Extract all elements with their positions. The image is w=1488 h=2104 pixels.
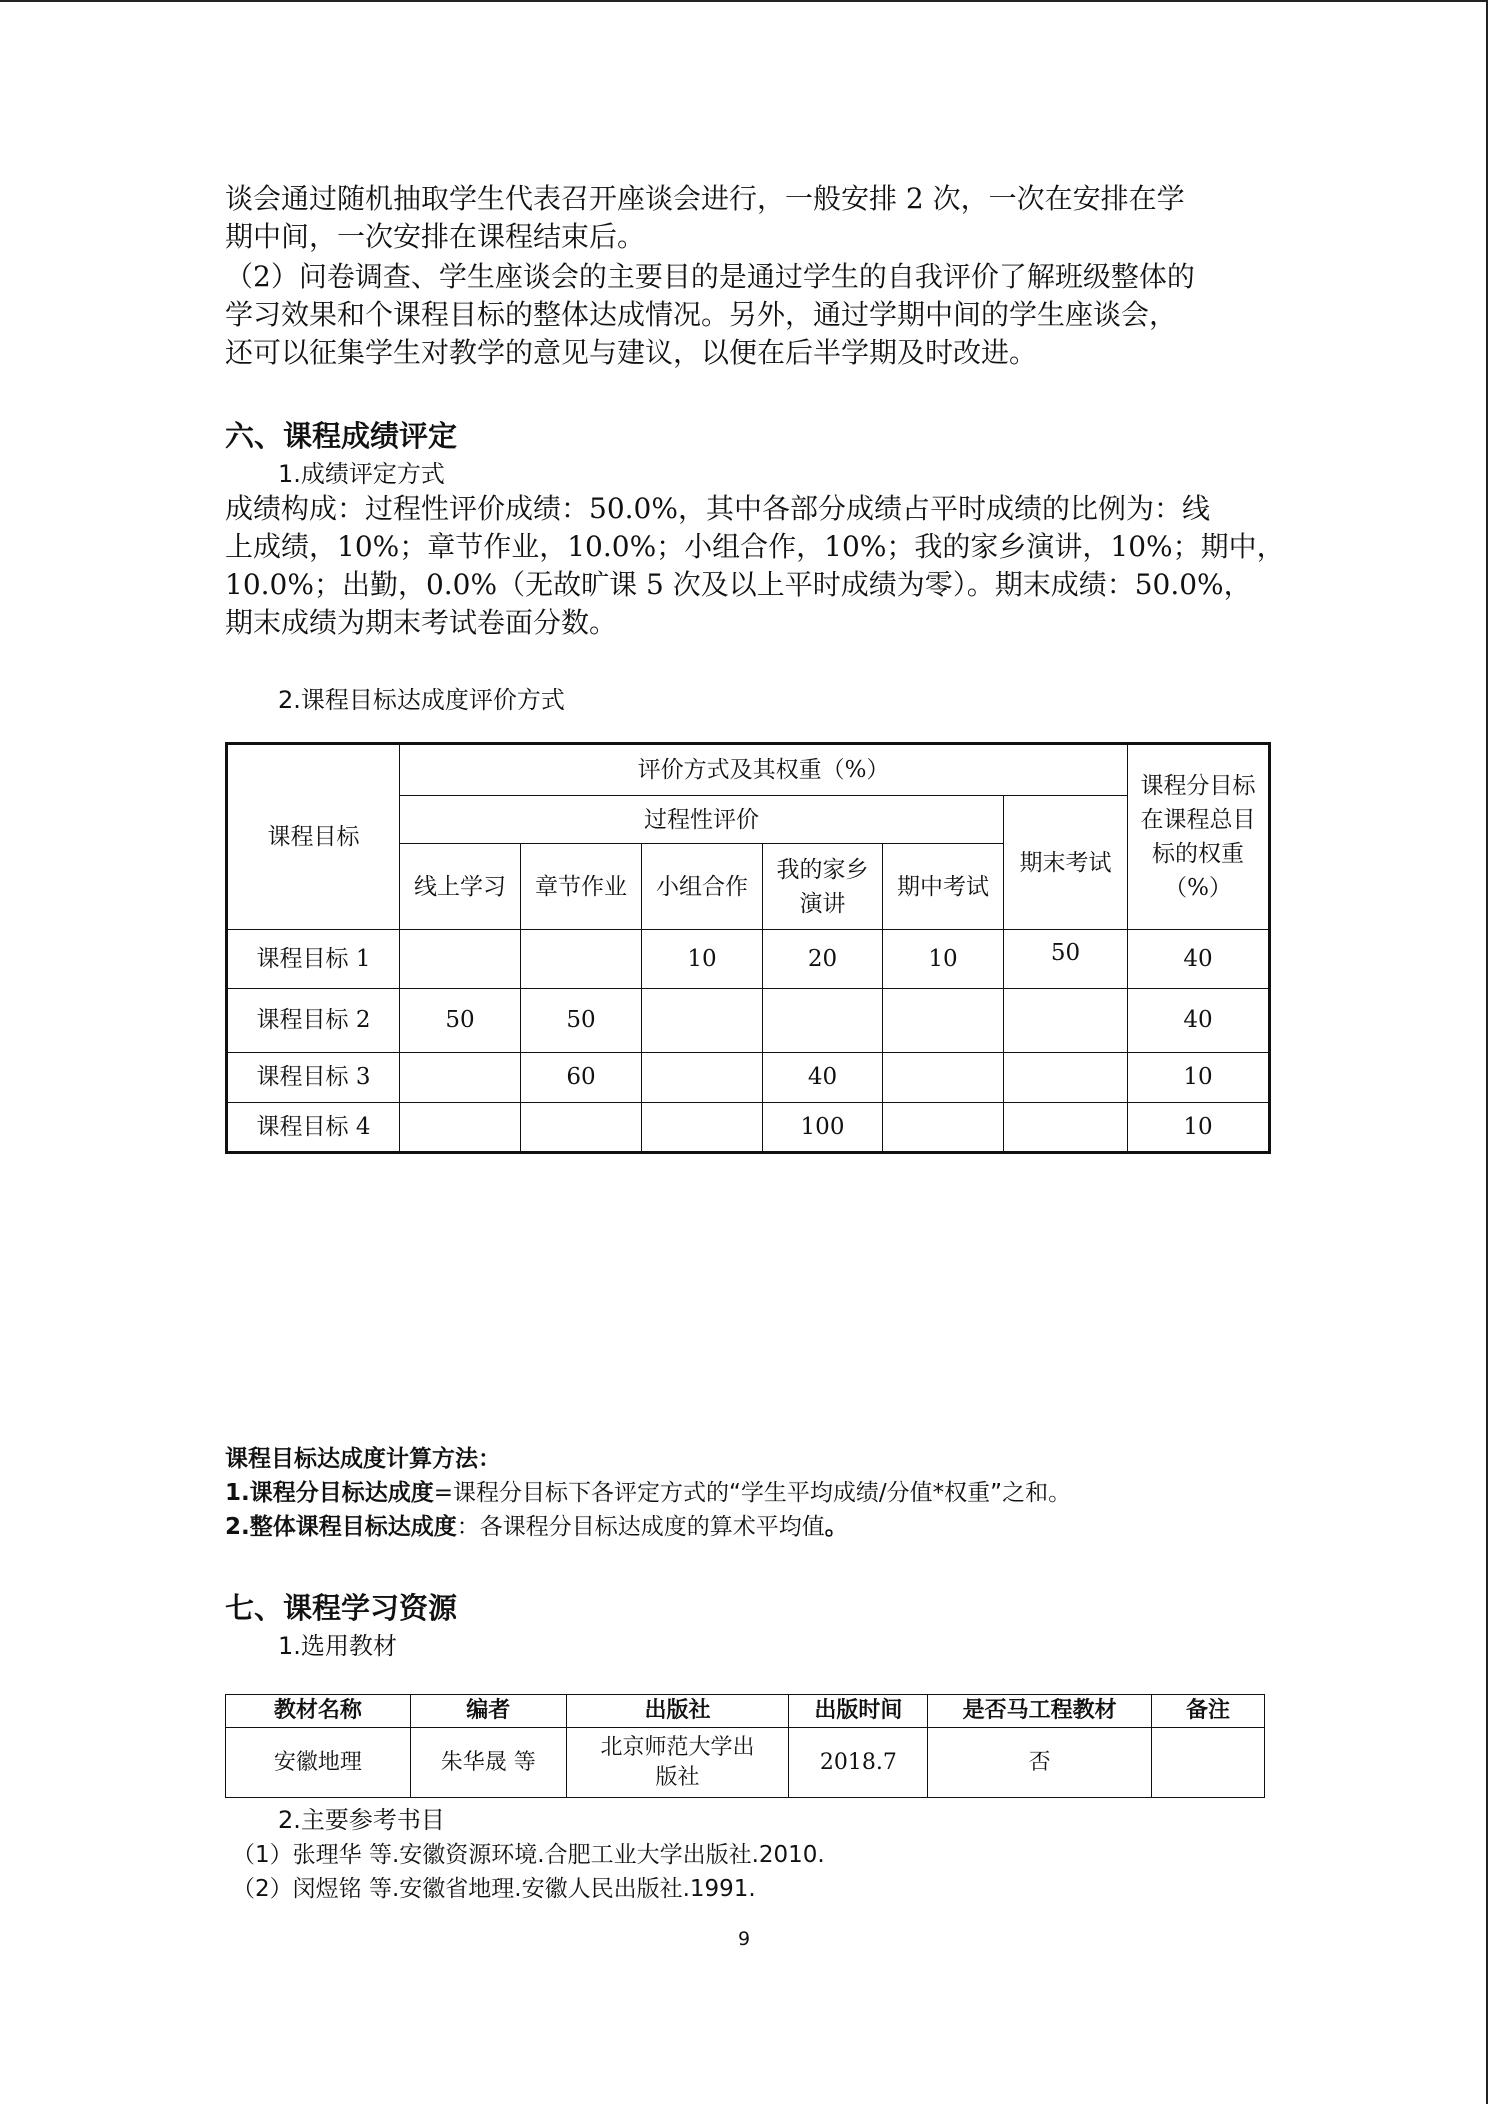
section-6-sub-1: 1.成绩评定方式 <box>278 460 445 488</box>
header-online: 线上学习 <box>400 844 521 930</box>
header-final-exam: 期末考试 <box>1004 796 1128 930</box>
table-row <box>227 988 1270 1052</box>
reference-1: （1）张理华 等.安徽资源环境.合肥工业大学出版社.2010. <box>232 1842 825 1868</box>
header-book-name: 教材名称 <box>226 1695 411 1728</box>
midterm-cell: 10 <box>883 930 1004 988</box>
calc-line-1-bold: 1.课程分目标达成度 <box>225 1480 434 1506</box>
weight-cell: 10 <box>1128 1052 1270 1102</box>
calc-line-2 <box>225 1508 848 1546</box>
header-weight-line-2: 在课程总目 <box>1140 807 1256 834</box>
note-cell <box>1152 1728 1265 1798</box>
midterm-cell <box>883 1102 1004 1152</box>
group-cell <box>642 988 763 1052</box>
header-weight-line-1: 课程分目标 <box>1140 773 1256 800</box>
section-7-title: 七、课程学习资源 <box>225 1591 458 1625</box>
page-top-border <box>0 0 1488 2</box>
header-chapter: 章节作业 <box>521 844 642 930</box>
weight-cell: 10 <box>1128 1102 1270 1152</box>
speech-cell: 100 <box>763 1102 883 1152</box>
online-cell <box>400 930 521 988</box>
assessment-table <box>225 742 1271 1154</box>
table-row <box>227 1052 1270 1102</box>
calc-line-1-rest: =课程分目标下各评定方式的“学生平均成绩/分值*权重”之和。 <box>433 1480 1072 1506</box>
book-name-cell: 安徽地理 <box>226 1728 411 1798</box>
goal-cell: 课程目标 2 <box>227 988 400 1052</box>
publisher-cell <box>566 1728 789 1798</box>
speech-cell <box>763 988 883 1052</box>
section-7-sub-2: 2.主要参考书目 <box>278 1806 445 1834</box>
online-cell <box>400 1052 521 1102</box>
calc-line-2-bold: 2.整体课程目标达成度 <box>225 1514 457 1540</box>
grading-line-4: 期末成绩为期末考试卷面分数。 <box>225 606 618 639</box>
publisher-line-1: 北京师范大学出 <box>600 1734 755 1760</box>
intro-line-1: 谈会通过随机抽取学生代表召开座谈会进行，一般安排 2 次，一次在安排在学 <box>225 182 1185 215</box>
section-6-title: 六、课程成绩评定 <box>225 419 458 453</box>
speech-cell: 20 <box>763 930 883 988</box>
header-speech-line-1: 我的家乡 <box>776 856 869 883</box>
header-weight <box>1128 744 1270 930</box>
group-cell <box>642 1102 763 1152</box>
header-publisher: 出版社 <box>566 1695 789 1728</box>
header-group: 小组合作 <box>642 844 763 930</box>
reference-2: （2）闵煜铭 等.安徽省地理.安徽人民出版社.1991. <box>232 1876 756 1902</box>
header-speech <box>763 844 883 930</box>
online-cell <box>400 1102 521 1152</box>
group-cell: 10 <box>642 930 763 988</box>
header-process-eval: 过程性评价 <box>400 796 1004 844</box>
header-weight-line-3: 标的权重 <box>1152 841 1244 868</box>
table-header-row <box>226 1695 1265 1728</box>
midterm-cell <box>883 988 1004 1052</box>
grading-line-1: 成绩构成：过程性评价成绩：50.0%，其中各部分成绩占平时成绩的比例为：线 <box>225 492 1210 525</box>
goal-cell: 课程目标 1 <box>227 930 400 988</box>
chapter-cell: 60 <box>521 1052 642 1102</box>
header-editor: 编者 <box>410 1695 566 1728</box>
header-speech-line-2: 演讲 <box>799 890 846 917</box>
editor-cell: 朱华晟 等 <box>410 1728 566 1798</box>
publisher-line-2: 版社 <box>655 1764 700 1790</box>
online-cell: 50 <box>400 988 521 1052</box>
header-pub-date: 出版时间 <box>789 1695 928 1728</box>
header-note: 备注 <box>1152 1695 1265 1728</box>
intro-line-2: 期中间，一次安排在课程结束后。 <box>225 220 646 253</box>
final-cell <box>1004 1102 1128 1152</box>
weight-cell: 40 <box>1128 988 1270 1052</box>
table-row <box>227 930 1270 988</box>
chapter-cell <box>521 930 642 988</box>
header-midterm: 期中考试 <box>883 844 1004 930</box>
final-cell <box>1004 988 1128 1052</box>
goal-cell: 课程目标 3 <box>227 1052 400 1102</box>
speech-cell: 40 <box>763 1052 883 1102</box>
final-cell <box>1004 1052 1128 1102</box>
group-cell <box>642 1052 763 1102</box>
calc-title: 课程目标达成度计算方法： <box>225 1446 501 1472</box>
header-mago: 是否马工程教材 <box>928 1695 1152 1728</box>
chapter-cell <box>521 1102 642 1152</box>
goal-cell: 课程目标 4 <box>227 1102 400 1152</box>
table-row <box>227 1102 1270 1152</box>
pub-date-cell: 2018.7 <box>789 1728 928 1798</box>
header-weight-line-4: （%） <box>1164 875 1232 902</box>
intro-line-3: （2）问卷调查、学生座谈会的主要目的是通过学生的自我评价了解班级整体的 <box>225 260 1195 293</box>
chapter-cell: 50 <box>521 988 642 1052</box>
section-7-sub-1: 1.选用教材 <box>278 1632 397 1660</box>
page-number: 9 <box>737 1928 751 1950</box>
intro-line-4: 学习效果和个课程目标的整体达成情况。另外，通过学期中间的学生座谈会， <box>225 298 1178 331</box>
midterm-cell <box>883 1052 1004 1102</box>
calc-line-2-end: 。 <box>824 1514 848 1540</box>
textbook-table <box>225 1694 1265 1798</box>
calc-line-1 <box>225 1474 1071 1512</box>
grading-line-2: 上成绩，10%；章节作业，10.0%；小组合作，10%；我的家乡演讲，10%；期中， <box>225 530 1285 563</box>
weight-cell: 40 <box>1128 930 1270 988</box>
section-6-sub-2: 2.课程目标达成度评价方式 <box>278 686 565 714</box>
final-cell: 50 <box>1004 930 1128 988</box>
calc-line-2-rest: ：各课程分目标达成度的算术平均值 <box>456 1514 825 1540</box>
table-row <box>226 1728 1265 1798</box>
mago-cell: 否 <box>928 1728 1152 1798</box>
header-method-weight: 评价方式及其权重（%） <box>400 744 1128 796</box>
grading-line-3: 10.0%；出勤，0.0%（无故旷课 5 次及以上平时成绩为零）。期末成绩：50.0%， <box>225 568 1252 601</box>
intro-line-5: 还可以征集学生对教学的意见与建议，以便在后半学期及时改进。 <box>225 336 1038 369</box>
header-course-goal: 课程目标 <box>227 744 400 930</box>
